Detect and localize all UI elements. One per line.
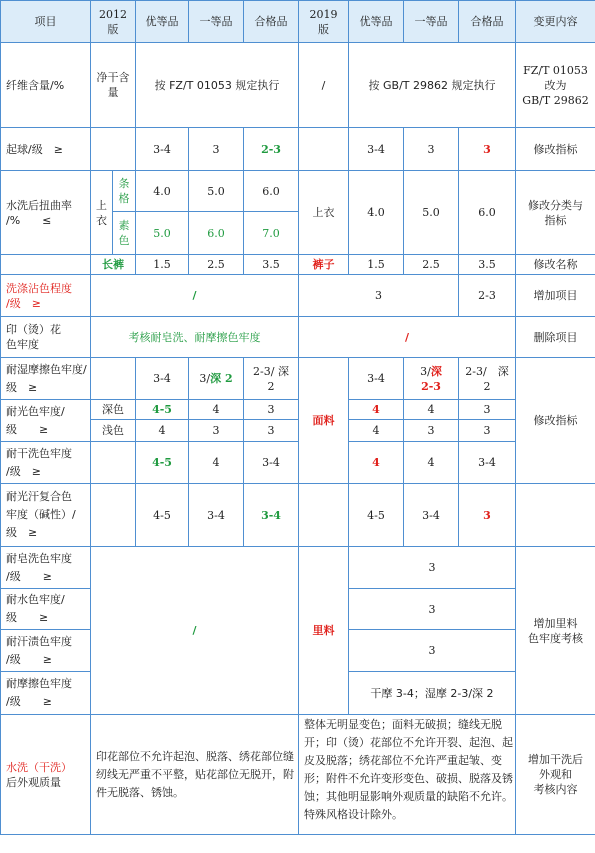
appearance-change: 增加干洗后 外观和 考核内容 bbox=[516, 715, 595, 835]
dry-rub-blank bbox=[91, 442, 136, 484]
light-dark-2019-qualified: 3 bbox=[459, 400, 516, 420]
appearance-2012: 印花部位不允许起泡、脱落、绣花部位缝纫线无严重不平整，贴花部位无脱开，附件无脱落、锈蚀。 bbox=[91, 715, 299, 835]
header-premium-2019: 优等品 bbox=[349, 1, 404, 43]
pilling-2019-blank bbox=[299, 128, 349, 171]
light-light-qualified: 3 bbox=[244, 420, 299, 442]
twist-plain: 素 色 bbox=[113, 212, 136, 255]
appearance-row bbox=[1, 715, 595, 835]
print-change: 删除项目 bbox=[516, 317, 595, 358]
pants-2012-premium: 1.5 bbox=[136, 255, 189, 275]
fiber-slash-2019: / bbox=[299, 43, 349, 128]
sweat-light-blank bbox=[91, 484, 136, 547]
dry-rub-2019-first: 4 bbox=[404, 442, 459, 484]
wet-rub-label: 耐湿摩擦色牢度/级 ≥ bbox=[1, 358, 91, 400]
sweat-light-2019-premium: 4-5 bbox=[349, 484, 404, 547]
light-dark-qualified: 3 bbox=[244, 400, 299, 420]
header-row bbox=[1, 1, 595, 43]
dry-rub-2019-premium: 4 bbox=[349, 442, 404, 484]
fabric-label: 面料 bbox=[299, 358, 349, 484]
dry-rub-2012-first: 4 bbox=[189, 442, 244, 484]
pilling-blank bbox=[91, 128, 136, 171]
twist-plain-first: 6.0 bbox=[189, 212, 244, 255]
pants-2012-first: 2.5 bbox=[189, 255, 244, 275]
dry-rub-2019-qualified: 3-4 bbox=[459, 442, 516, 484]
twist-striped: 条 格 bbox=[113, 171, 136, 212]
dry-rub-2012-qualified: 3-4 bbox=[244, 442, 299, 484]
wet-rub-2012-premium: 3-4 bbox=[136, 358, 189, 400]
pilling-2019-first: 3 bbox=[404, 128, 459, 171]
lining-water-label: 耐水色牢度/ 级 ≥ bbox=[1, 589, 91, 630]
stain-change: 增加项目 bbox=[516, 275, 595, 317]
twist-striped-qualified: 6.0 bbox=[244, 171, 299, 212]
dry-rub-row bbox=[1, 442, 595, 484]
fiber-std-2012: 按 FZ/T 01053 规定执行 bbox=[136, 43, 299, 128]
print-label: 印（烫）花 色牢度 bbox=[1, 317, 91, 358]
pants-2019-first: 2.5 bbox=[404, 255, 459, 275]
pilling-label: 起球/级 ≥ bbox=[1, 128, 91, 171]
appearance-label bbox=[1, 715, 91, 835]
light-dark-row bbox=[1, 400, 595, 420]
lining-soap-row bbox=[1, 547, 595, 589]
lining-label: 里料 bbox=[299, 547, 349, 715]
dry-rub-label: 耐干洗色牢度 /级 ≥ bbox=[1, 442, 91, 484]
sweat-light-2019-blank bbox=[299, 484, 349, 547]
sweat-light-2012-first: 3-4 bbox=[189, 484, 244, 547]
light-light-premium: 4 bbox=[136, 420, 189, 442]
header-2019: 2019 版 bbox=[299, 1, 349, 43]
pilling-2012-first: 3 bbox=[189, 128, 244, 171]
wet-rub-row bbox=[1, 358, 595, 400]
twist-striped-premium: 4.0 bbox=[136, 171, 189, 212]
stain-2019-qualified: 2-3 bbox=[459, 275, 516, 317]
lining-water-val: 3 bbox=[349, 589, 516, 630]
lining-soap-val: 3 bbox=[349, 547, 516, 589]
header-first-2012: 一等品 bbox=[189, 1, 244, 43]
twist-change-top: 修改分类与 指标 bbox=[516, 171, 595, 255]
sweat-light-change-blank bbox=[516, 484, 595, 547]
twist-pants-row bbox=[1, 255, 595, 275]
lining-sweat-label: 耐汗渍色牢度 /级 ≥ bbox=[1, 630, 91, 672]
wet-rub-2019-first-a: 3/ bbox=[420, 364, 431, 378]
fiber-label: 纤维含量/% bbox=[1, 43, 91, 128]
lining-soap-label: 耐皂洗色牢度 /级 ≥ bbox=[1, 547, 91, 589]
wet-rub-2019-first-b: 深 2-3 bbox=[421, 364, 442, 393]
stain-label: 洗涤沾色程度 /级 ≥ bbox=[1, 275, 91, 317]
twist-plain-qualified: 7.0 bbox=[244, 212, 299, 255]
pants-2012: 长裤 bbox=[91, 255, 136, 275]
header-2012: 2012 版 bbox=[91, 1, 136, 43]
stain-2012: / bbox=[91, 275, 299, 317]
appearance-label-rest: 后外观质量 bbox=[6, 775, 61, 789]
pants-2019-qualified: 3.5 bbox=[459, 255, 516, 275]
fiber-change: FZ/T 01053 改为 GB/T 29862 bbox=[516, 43, 595, 128]
sweat-light-2019-qualified: 3 bbox=[459, 484, 516, 547]
wet-rub-2012-qualified: 2-3/ 深 2 bbox=[244, 358, 299, 400]
fiber-basis-2012: 净干含 量 bbox=[91, 43, 136, 128]
lining-change: 增加里料 色牢度考核 bbox=[516, 547, 595, 715]
pilling-2019-qualified: 3 bbox=[459, 128, 516, 171]
light-light-2019-first: 3 bbox=[404, 420, 459, 442]
light-light-first: 3 bbox=[189, 420, 244, 442]
light-light-2019-premium: 4 bbox=[349, 420, 404, 442]
twist-top-2019-premium: 4.0 bbox=[349, 171, 404, 255]
pants-label-blank bbox=[1, 255, 91, 275]
pilling-2012-premium: 3-4 bbox=[136, 128, 189, 171]
pilling-2012-qualified: 2-3 bbox=[244, 128, 299, 171]
stain-2019-premium-first: 3 bbox=[299, 275, 459, 317]
twist-plain-premium: 5.0 bbox=[136, 212, 189, 255]
pilling-change: 修改指标 bbox=[516, 128, 595, 171]
colorfast-change: 修改指标 bbox=[516, 358, 595, 484]
header-qualified-2012: 合格品 bbox=[244, 1, 299, 43]
fiber-std-2019: 按 GB/T 29862 规定执行 bbox=[349, 43, 516, 128]
wet-rub-2012-first bbox=[189, 358, 244, 400]
sweat-light-label: 耐光汗复合色 牢度（碱性）/ 级 ≥ bbox=[1, 484, 91, 547]
light-dark-2019-premium: 4 bbox=[349, 400, 404, 420]
pants-2012-qualified: 3.5 bbox=[244, 255, 299, 275]
pilling-row bbox=[1, 128, 595, 171]
sweat-light-row bbox=[1, 484, 595, 547]
stain-row bbox=[1, 275, 595, 317]
wet-rub-2012-first-b: 深 2 bbox=[210, 372, 233, 385]
lining-rub-val: 干摩 3-4；湿摩 2-3/深 2 bbox=[349, 672, 516, 715]
light-light-row bbox=[1, 420, 595, 442]
wet-rub-2019-first bbox=[404, 358, 459, 400]
dry-rub-2012-premium: 4-5 bbox=[136, 442, 189, 484]
appearance-2019: 整体无明显变色；面料无破损；缝线无脱开；印（烫）花部位不允许开裂、起泡、起皮及脱落；绣花部位不允许严重起皱、变形；附件不允许变形变色、破损、脱落及锈蚀；其他明显影响外观质量的缺陷不允许。特殊风格设计除外。 bbox=[299, 715, 516, 835]
wet-rub-2019-qualified: 2-3/ 深 2 bbox=[459, 358, 516, 400]
light-label: 耐光色牢度/ 级 ≥ bbox=[1, 400, 91, 442]
wet-rub-2019-premium: 3-4 bbox=[349, 358, 404, 400]
light-light-2019-qualified: 3 bbox=[459, 420, 516, 442]
print-row bbox=[1, 317, 595, 358]
light-dark-premium: 4-5 bbox=[136, 400, 189, 420]
light-dark: 深色 bbox=[91, 400, 136, 420]
sweat-light-2012-premium: 4-5 bbox=[136, 484, 189, 547]
header-first-2019: 一等品 bbox=[404, 1, 459, 43]
twist-striped-first: 5.0 bbox=[189, 171, 244, 212]
sweat-light-2012-qualified: 3-4 bbox=[244, 484, 299, 547]
pants-2019: 裤子 bbox=[299, 255, 349, 275]
header-item: 项目 bbox=[1, 1, 91, 43]
light-dark-first: 4 bbox=[189, 400, 244, 420]
twist-label: 水洗后扭曲率 /% ≤ bbox=[1, 171, 91, 255]
wet-rub-2012-first-a: 3/ bbox=[199, 372, 211, 385]
twist-top-2019: 上衣 bbox=[299, 171, 349, 255]
light-light: 浅色 bbox=[91, 420, 136, 442]
header-qualified-2019: 合格品 bbox=[459, 1, 516, 43]
wet-rub-blank bbox=[91, 358, 136, 400]
twist-top-2019-qualified: 6.0 bbox=[459, 171, 516, 255]
appearance-label-red: 水洗（干洗） bbox=[6, 760, 72, 774]
pilling-2019-premium: 3-4 bbox=[349, 128, 404, 171]
twist-top: 上 衣 bbox=[91, 171, 113, 255]
header-premium-2012: 优等品 bbox=[136, 1, 189, 43]
fiber-row bbox=[1, 43, 595, 128]
pants-2019-premium: 1.5 bbox=[349, 255, 404, 275]
pants-change: 修改名称 bbox=[516, 255, 595, 275]
lining-sweat-val: 3 bbox=[349, 630, 516, 672]
lining-rub-label: 耐摩擦色牢度 /级 ≥ bbox=[1, 672, 91, 715]
print-2019: / bbox=[299, 317, 516, 358]
light-dark-2019-first: 4 bbox=[404, 400, 459, 420]
print-2012: 考核耐皂洗、耐摩擦色牢度 bbox=[91, 317, 299, 358]
twist-striped-row bbox=[1, 171, 595, 212]
lining-2012: / bbox=[91, 547, 299, 715]
header-change: 变更内容 bbox=[516, 1, 595, 43]
twist-top-2019-first: 5.0 bbox=[404, 171, 459, 255]
sweat-light-2019-first: 3-4 bbox=[404, 484, 459, 547]
